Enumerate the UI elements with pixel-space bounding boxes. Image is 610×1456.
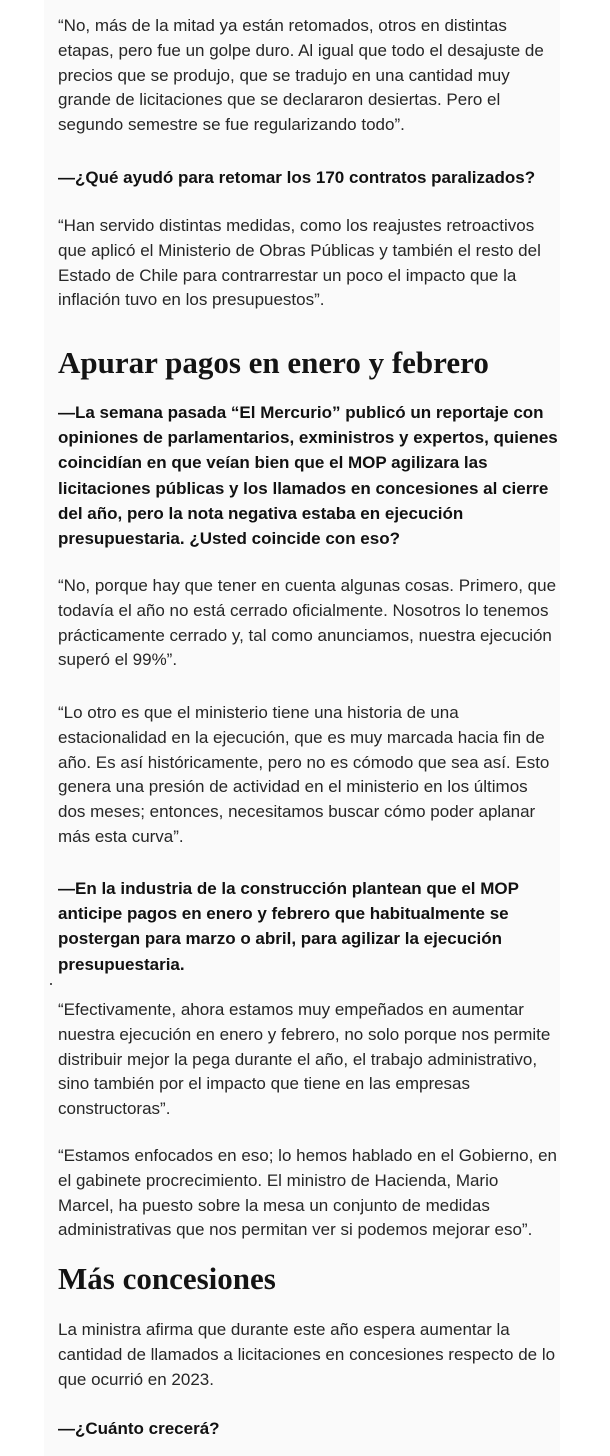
stray-dot [50,983,52,985]
answer-paragraph: “No, más de la mitad ya están retomados, otros en distintas etapas, pero fue un golpe duro. Al igual que todo el desajuste de precios que se produjo, que se tradujo en una cantidad muy grande de licitaciones que se declararon desiertas. Pero el segundo semestre se fue regularizando todo”. [58,16,544,135]
section-heading: Más concesiones [58,1261,276,1296]
body-paragraph: La ministra afirma que durante este año espera aumentar la cantidad de llamados a licitaciones en concesiones respecto de lo que ocurrió en 2023. [58,1320,556,1389]
section-heading: Apurar pagos en enero y febrero [58,345,489,380]
answer-paragraph: “Estamos enfocados en eso; lo hemos hablado en el Gobierno, en el gabinete procrecimiento. El ministro de Hacienda, Mario Marcel, ha puesto sobre la mesa un conjunto de medidas administrativas que nos permitan ver si podemos mejorar eso”. [58,1146,557,1240]
answer-paragraph: “Han servido distintas medidas, como los reajustes retroactivos que aplicó el Ministerio de Obras Públicas y también el resto del Estado de Chile para contrarrestar un poco el impacto que la inflación tuvo en los presupuestos”. [58,216,541,310]
interview-question: —¿Cuánto crecerá? [58,1419,220,1438]
interview-question: —¿Qué ayudó para retomar los 170 contratos paralizados? [58,168,536,187]
answer-paragraph: “No, porque hay que tener en cuenta algunas cosas. Primero, que todavía el año no está cerrado oficialmente. Nosotros lo tenemos prácticamente cerrado y, tal como anunciamos, nuestra ejecución superó el 99%”. [58,576,557,670]
interview-question: —La semana pasada “El Mercurio” publicó un reportaje con opiniones de parlamentarios, exministros y expertos, quienes coincidían en que veían bien que el MOP agilizara las licitaciones públicas y los llamados en concesiones al cierre del año, pero la nota negativa estaba en ejecución presupuestaria. ¿Usted coincide con eso? [58,403,558,549]
answer-paragraph: “Lo otro es que el ministerio tiene una historia de una estacionalidad en la ejecución, que es muy marcada hacia fin de año. Es así históricamente, pero no es cómodo que sea así. Esto genera una presión de actividad en el ministerio en los últimos dos meses; entonces, necesitamos buscar cómo poder aplanar más esta curva”. [58,703,550,846]
answer-paragraph: “Efectivamente, ahora estamos muy empeñados en aumentar nuestra ejecución en enero y febrero, no solo porque nos permite distribuir mejor la pega durante el año, el trabajo administrativo, sino también por el impacto que tiene en las empresas constructoras”. [58,1000,551,1119]
interview-question: —En la industria de la construcción plantean que el MOP anticipe pagos en enero y febrero que habitualmente se postergan para marzo o abril, para agilizar la ejecución presupuestaria. [58,879,519,974]
